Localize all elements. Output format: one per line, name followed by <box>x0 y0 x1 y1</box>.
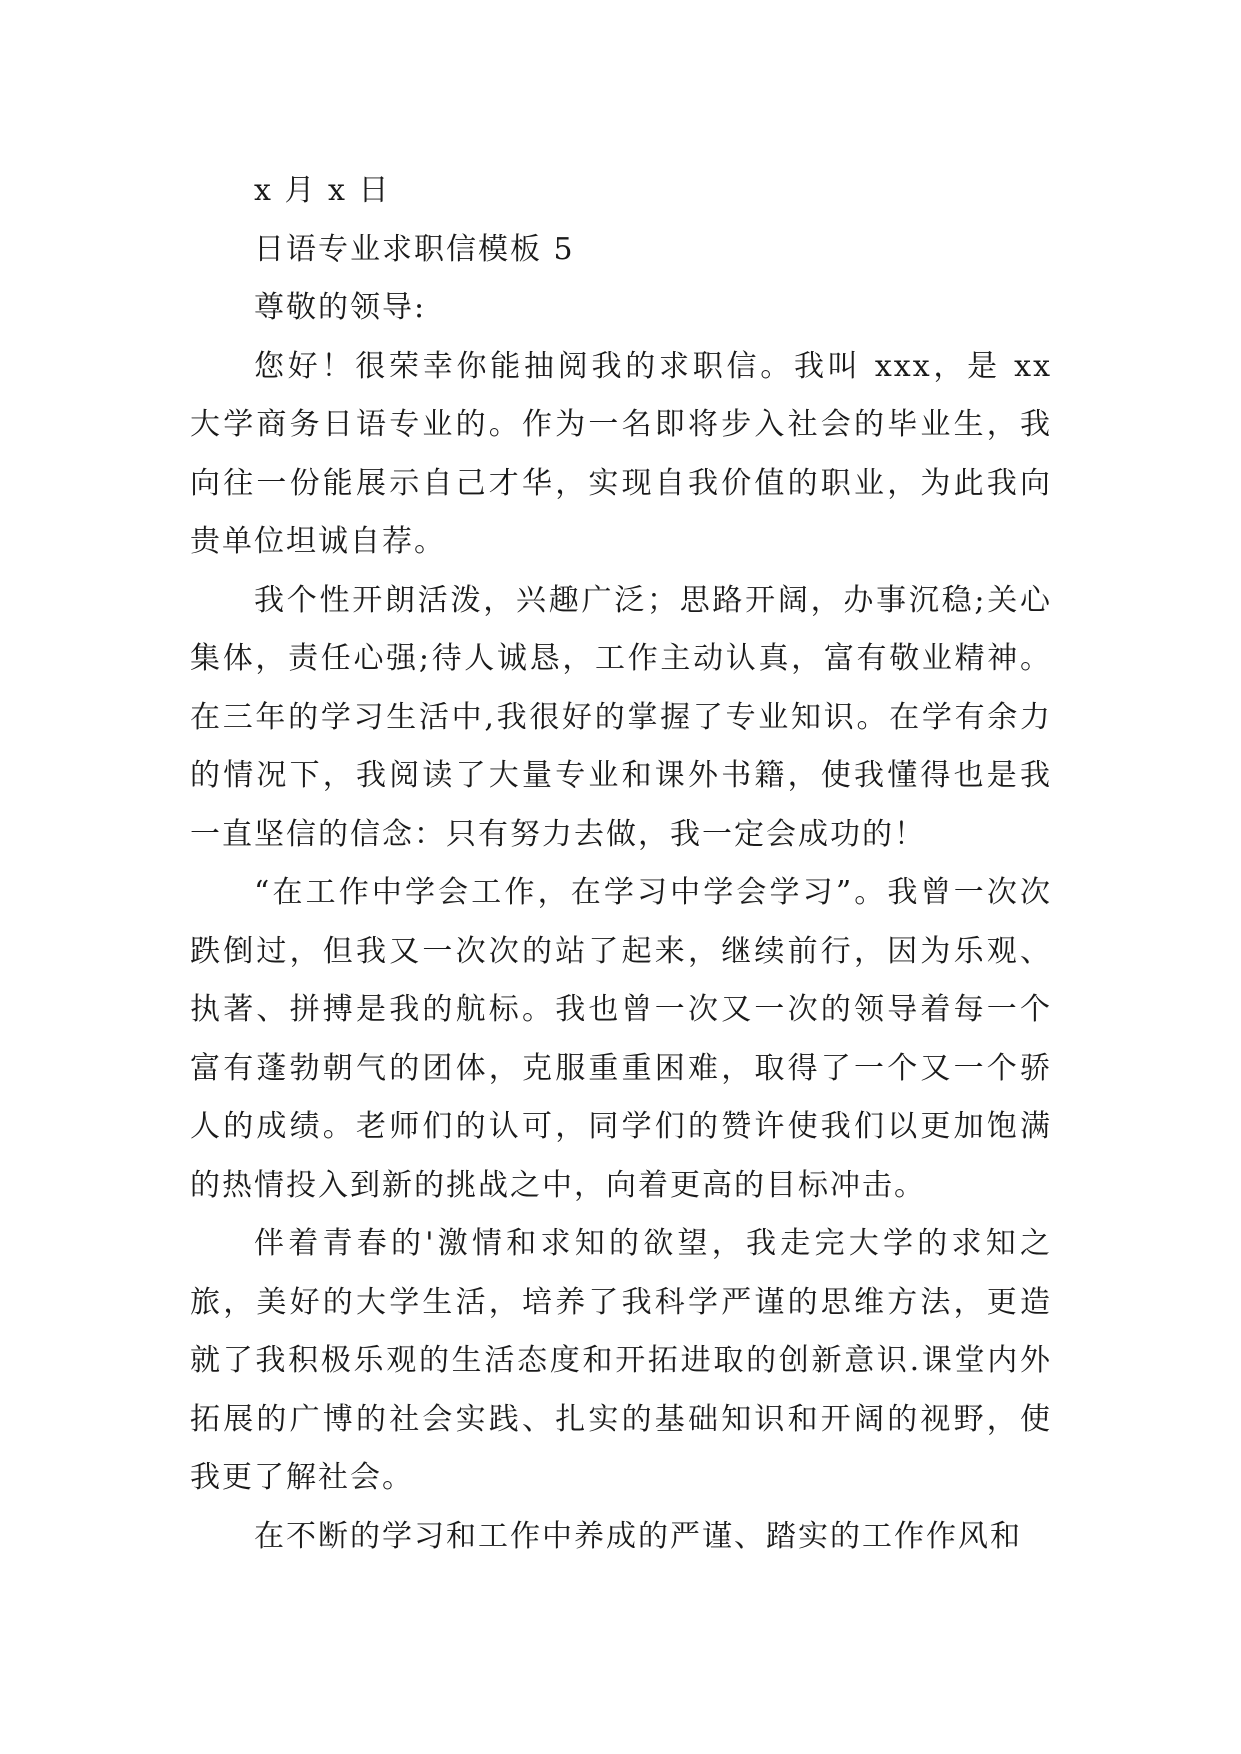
letter-title: 日语专业求职信模板 5 <box>254 231 575 267</box>
paragraph-work-style: 在不断的学习和工作中养成的严谨、踏实的工作作风和 <box>254 1518 1022 1554</box>
letter-salutation: 尊敬的领导: <box>254 290 427 325</box>
paragraph-experience: “在工作中学会工作，在学习中学会学习”。我曾一次次跌倒过，但我又一次次的站了起来，继续前行，因为乐观、执著、拼搏是我的航标。我也曾一次又一次的领导着每一个富有蓬勃朝气的团体，克服重重困难，取得了一个又一个骄人的成绩。老师们的认可，同学们的赞许使我们以更加饱满的热情投入到新的挑战之中，向着更高的目标冲击。 <box>190 875 1052 1203</box>
letter-date: x 月 x 日 <box>254 173 391 208</box>
paragraph-greeting: 您好！很荣幸你能抽阅我的求职信。我叫 xxx，是 xx 大学商务日语专业的。作为一名即将步入社会的毕业生，我向往一份能展示自己才华，实现自我价值的职业，为此我向贵单位坦诚自荐。 <box>190 348 1052 559</box>
paragraph-personality: 我个性开朗活泼，兴趣广泛；思路开阔，办事沉稳;关心集体，责任心强;待人诚恳，工作主动认真，富有敬业精神。在三年的学习生活中,我很好的掌握了专业知识。在学有余力的情况下，我阅读了大量专业和课外书籍，使我懂得也是我一直坚信的信念：只有努力去做，我一定会成功的！ <box>190 582 1052 852</box>
paragraph-university-life: 伴着青春的'激情和求知的欲望，我走完大学的求知之旅，美好的大学生活，培养了我科学严谨的思维方法，更造就了我积极乐观的生活态度和开拓进取的创新意识.课堂内外拓展的广博的社会实践、扎实的基础知识和开阔的视野，使我更了解社会。 <box>190 1226 1052 1495</box>
letter-body <box>190 162 1052 1566</box>
